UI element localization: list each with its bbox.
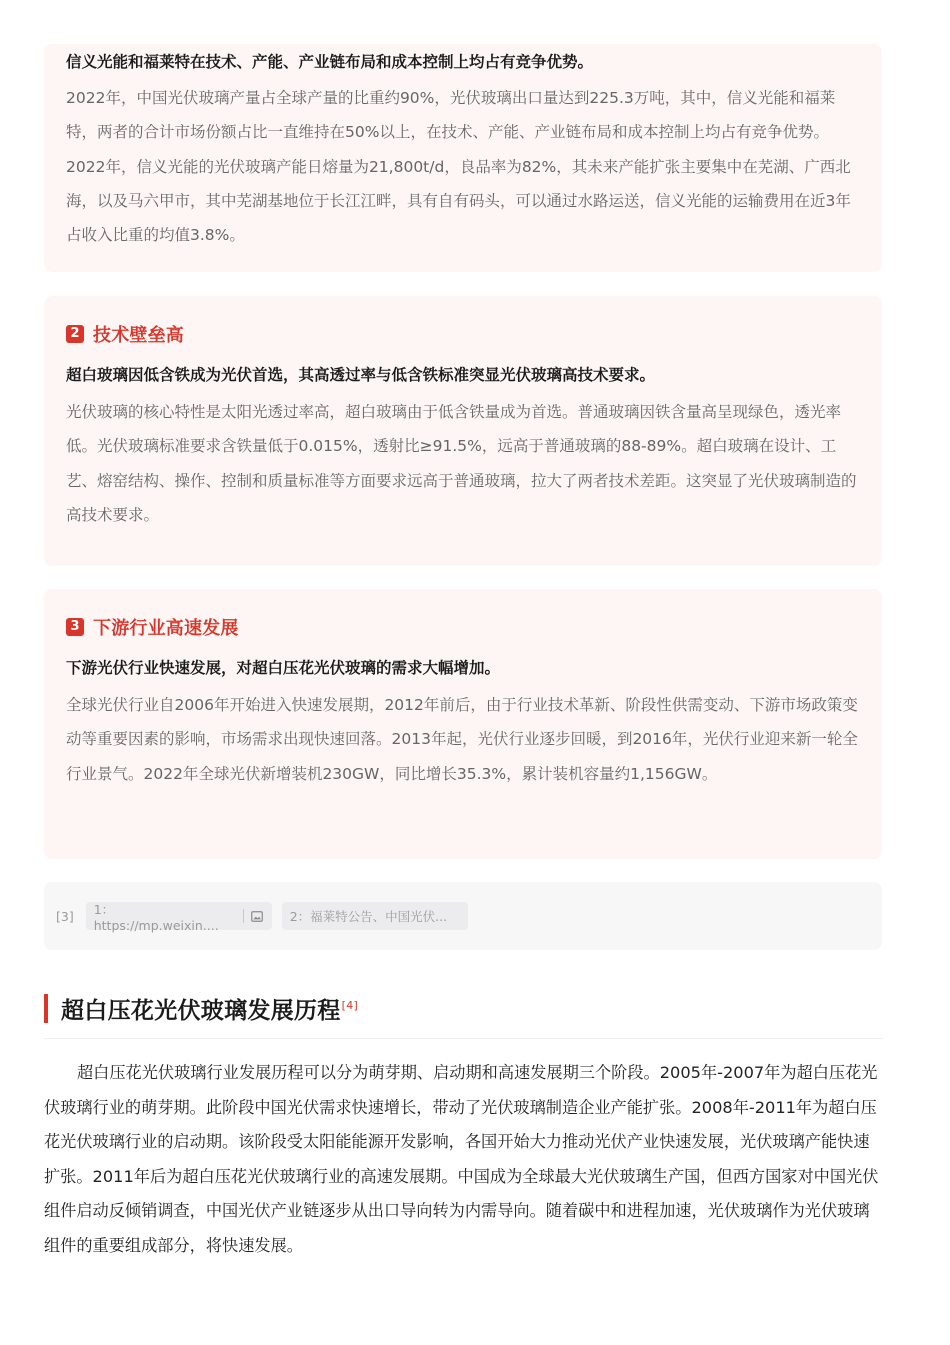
card-body: 2022年，中国光伏玻璃产量占全球产量的比重约90%，光伏玻璃出口量达到225.3万吨，其中，信义光能和福莱特，两者的合计市场份额占比一直维持在50%以上，在技术、产能、产业链布局和成本控制上均占有竞争优势。2022年，信义光能的光伏玻璃产能日熔量为21,800t/d，良品率为82%，其未来产能扩张主要集中在芜湖、广西北海，以及马六甲市，其中芜湖基地位于长江江畔，具有自有码头，可以通过水路运送，信义光能的运输费用在近3年占收入比重的均值3.8%。 xyxy=(66,89,851,245)
reference-link-1[interactable] xyxy=(86,901,272,933)
reference-tag: [3] xyxy=(56,908,74,924)
card-header xyxy=(66,320,860,348)
section-header xyxy=(44,990,882,1039)
reference-label: 2：福莱特公告、中国光伏... xyxy=(289,909,448,924)
number-badge: 2 xyxy=(66,325,84,343)
card-header xyxy=(66,613,860,641)
reference-label: 1：https://mp.weixin.... xyxy=(93,901,219,933)
image-link-icon[interactable] xyxy=(250,909,264,923)
number-badge: 3 xyxy=(66,618,84,636)
section-accent-bar xyxy=(44,994,48,1023)
section-paragraph: 超白压花光伏玻璃行业发展历程可以分为萌芽期、启动期和高速发展期三个阶段。2005年-2007年为超白压花光伏玻璃行业的萌芽期。此阶段中国光伏需求快速增长，带动了光伏玻璃制造企业产能扩张。2008年-2011年为超白压花光伏玻璃行业的启动期。该阶段受太阳能能源开发影响，各国开始大力推动光伏产业快速发展，光伏玻璃产能快速扩张。2011年后为超白压花光伏玻璃行业的高速发展期。中国成为全球最大光伏玻璃生产国，但西方国家对中国光伏组件启动反倾销调查，中国光伏产业链逐步从出口导向转为内需导向。随着碳中和进程加速，光伏玻璃作为光伏玻璃组件的重要组成部分，将快速发展。 xyxy=(44,1063,879,1255)
advantage-card-1 xyxy=(44,44,882,272)
card-title: 下游行业高速发展 xyxy=(93,618,239,639)
section-title xyxy=(61,992,358,1025)
card-title: 技术壁垒高 xyxy=(93,325,184,346)
advantage-card-3 xyxy=(44,589,882,859)
card-body: 光伏玻璃的核心特性是太阳光透过率高，超白玻璃由于低含铁量成为首选。普通玻璃因铁含量高呈现绿色，透光率低。光伏玻璃标准要求含铁量低于0.015%，透射比≥91.5%，远高于普通玻璃的88-89%。超白玻璃在设计、工艺、熔窑结构、操作、控制和质量标准等方面要求远高于普通玻璃，拉大了两者技术差距。这突显了光伏玻璃制造的高技术要求。 xyxy=(66,403,857,524)
card-body: 全球光伏行业自2006年开始进入快速发展期，2012年前后，由于行业技术革新、阶段性供需变动、下游市场政策变动等重要因素的影响，市场需求出现快速回落。2013年起，光伏行业逐步回暖，到2016年，光伏行业迎来新一轮全行业景气。2022年全球光伏新增装机230GW，同比增长35.3%，累计装机容量约1,156GW。 xyxy=(66,696,858,783)
reference-link-2[interactable] xyxy=(282,902,468,930)
card-summary: 下游光伏行业快速发展，对超白压花光伏玻璃的需求大幅增加。 xyxy=(66,659,501,677)
card-summary: 超白玻璃因低含铁成为光伏首选，其高透过率与低含铁标准突显光伏玻璃高技术要求。 xyxy=(66,366,656,384)
reference-box xyxy=(44,882,882,950)
advantage-card-2 xyxy=(44,296,882,566)
divider xyxy=(243,909,244,923)
section-ref-marker[interactable]: [4] xyxy=(341,999,359,1013)
card-summary: 信义光能和福莱特在技术、产能、产业链布局和成本控制上均占有竞争优势。 xyxy=(66,53,594,71)
section-title-text: 超白压花光伏玻璃发展历程 xyxy=(61,998,341,1024)
